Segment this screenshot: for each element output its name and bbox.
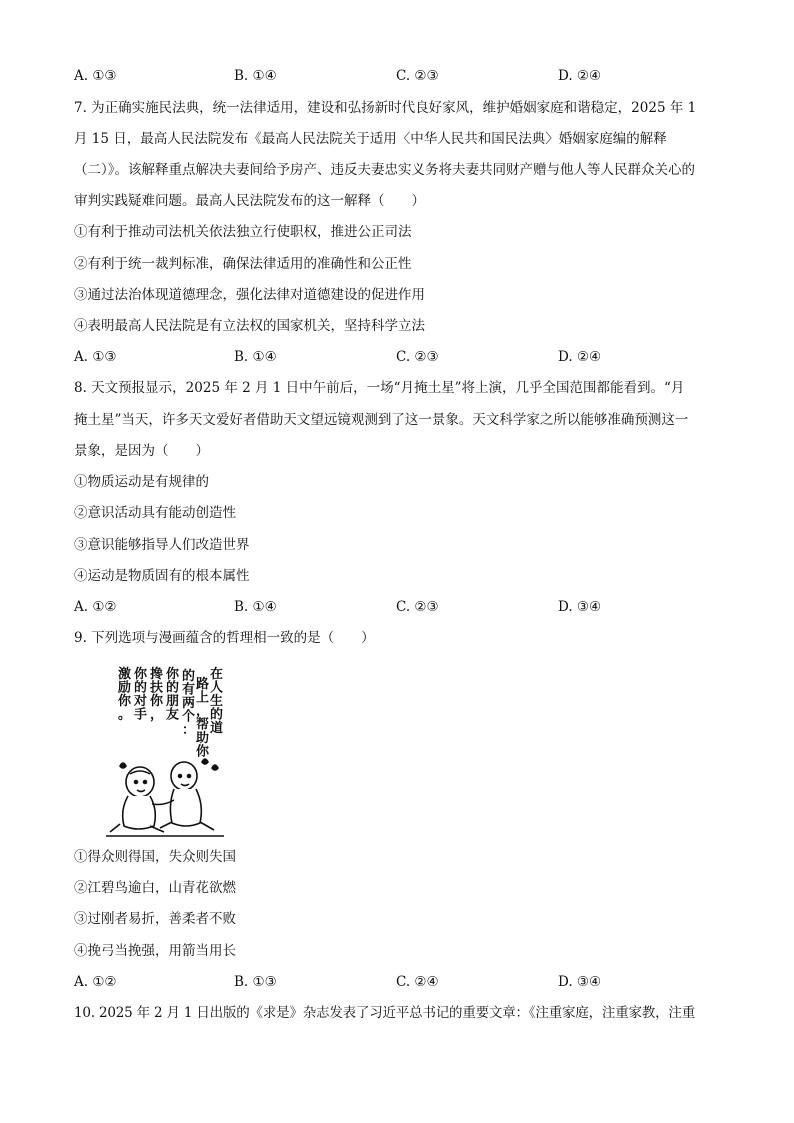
q7-stem-line-2: 月 15 日，最高人民法院发布《最高人民法院关于适用〈中华人民共和国民法典〉婚姻家庭编的解释	[74, 131, 667, 147]
q7-option-a[interactable]: A. ①③	[74, 349, 117, 365]
q7-statement-2: ②有利于统一裁判标准，确保法律适用的准确性和公正性	[74, 256, 412, 272]
q9-cartoon	[100, 662, 230, 842]
q8-option-d[interactable]: D. ③④	[558, 599, 602, 615]
q7-stem-line-3: （二）》。该解释重点解决夫妻间给予房产、违反夫妻忠实义务将夫妻共同财产赠与他人等人民群众关心的	[74, 162, 695, 178]
q6-options	[74, 68, 734, 84]
cartoon-caption-col-6: 你的对手	[134, 667, 148, 723]
cartoon-figures	[106, 759, 224, 836]
cartoon-caption-col-7: 激励你。	[118, 667, 132, 723]
q8-statement-1: ①物质运动是有规律的	[74, 474, 209, 490]
q8-option-a[interactable]: A. ①②	[74, 599, 117, 615]
cartoon-caption-col-3: 的有两个：	[182, 669, 196, 738]
q7-stem-line-4: 审判实践疑难问题。最高人民法院发布的这一解释（ ）	[74, 193, 425, 209]
q9-cartoon-drawing	[100, 662, 230, 842]
q8-statement-3: ③意识能够指导人们改造世界	[74, 537, 250, 553]
q10-stem-line-1: 10. 2025 年 2 月 1 日出版的《求是》杂志发表了习近平总书记的重要文章：《注重家庭，注重家教，注重	[74, 1005, 696, 1021]
q8-option-b[interactable]: B. ①④	[234, 599, 277, 615]
q9-statement-4: ④挽弓当挽强，用箭当用长	[74, 943, 236, 959]
q7-statement-1: ①有利于推动司法机关依法独立行使职权，推进公正司法	[74, 224, 412, 240]
q6-option-d[interactable]: D. ②④	[558, 68, 602, 84]
q9-statement-1: ①得众则得国，失众则失国	[74, 849, 236, 865]
q8-stem-line-2: 掩土星”当天，许多天文爱好者借助天文望远镜观测到了这一景象。天文科学家之所以能够准确预测这一	[74, 412, 689, 428]
q9-option-b[interactable]: B. ①③	[234, 974, 277, 990]
q7-statement-3: ③通过法治体现道德理念，强化法律对道德建设的促进作用	[74, 287, 425, 303]
cartoon-caption-col-2: 路上，帮助你	[196, 677, 210, 760]
q8-stem-line-3: 景象，是因为（ ）	[74, 443, 209, 459]
q8-stem-line-1: 8. 天文预报显示，2025 年 2 月 1 日中午前后，一场“月掩土星”将上演，几乎全国范围都能看到。“月	[74, 380, 685, 396]
q7-option-d[interactable]: D. ②④	[558, 349, 602, 365]
q8-option-c[interactable]: C. ②③	[396, 599, 439, 615]
q9-option-c[interactable]: C. ②④	[396, 974, 439, 990]
q9-statement-3: ③过刚者易折，善柔者不败	[74, 911, 236, 927]
q8-statement-4: ④运动是物质固有的根本属性	[74, 568, 250, 584]
cartoon-caption-col-5: 搀扶你，	[150, 667, 164, 723]
cartoon-caption-col-4: 你的朋友	[166, 667, 180, 723]
cartoon-caption-col-1: 在人生的道	[210, 667, 224, 736]
q7-statement-4: ④表明最高人民法院是有立法权的国家机关，坚持科学立法	[74, 318, 425, 334]
q7-stem-line-1: 7. 为正确实施民法典，统一法律适用，建设和弘扬新时代良好家风，维护婚姻家庭和谐稳定，2025 年 1	[74, 100, 697, 116]
q7-option-c[interactable]: C. ②③	[396, 349, 439, 365]
q6-option-b[interactable]: B. ①④	[234, 68, 277, 84]
q7-options	[74, 349, 734, 365]
q8-options	[74, 599, 734, 615]
q9-options	[74, 974, 734, 990]
q9-option-d[interactable]: D. ③④	[558, 974, 602, 990]
q9-stem-line-1: 9. 下列选项与漫画蕴含的哲理相一致的是（ ）	[74, 630, 375, 646]
q9-statement-2: ②江碧鸟逾白，山青花欲燃	[74, 880, 236, 896]
q6-option-c[interactable]: C. ②③	[396, 68, 439, 84]
q9-option-a[interactable]: A. ①②	[74, 974, 117, 990]
q6-option-a[interactable]: A. ①③	[74, 68, 117, 84]
q8-statement-2: ②意识活动具有能动创造性	[74, 505, 236, 521]
q7-option-b[interactable]: B. ①④	[234, 349, 277, 365]
